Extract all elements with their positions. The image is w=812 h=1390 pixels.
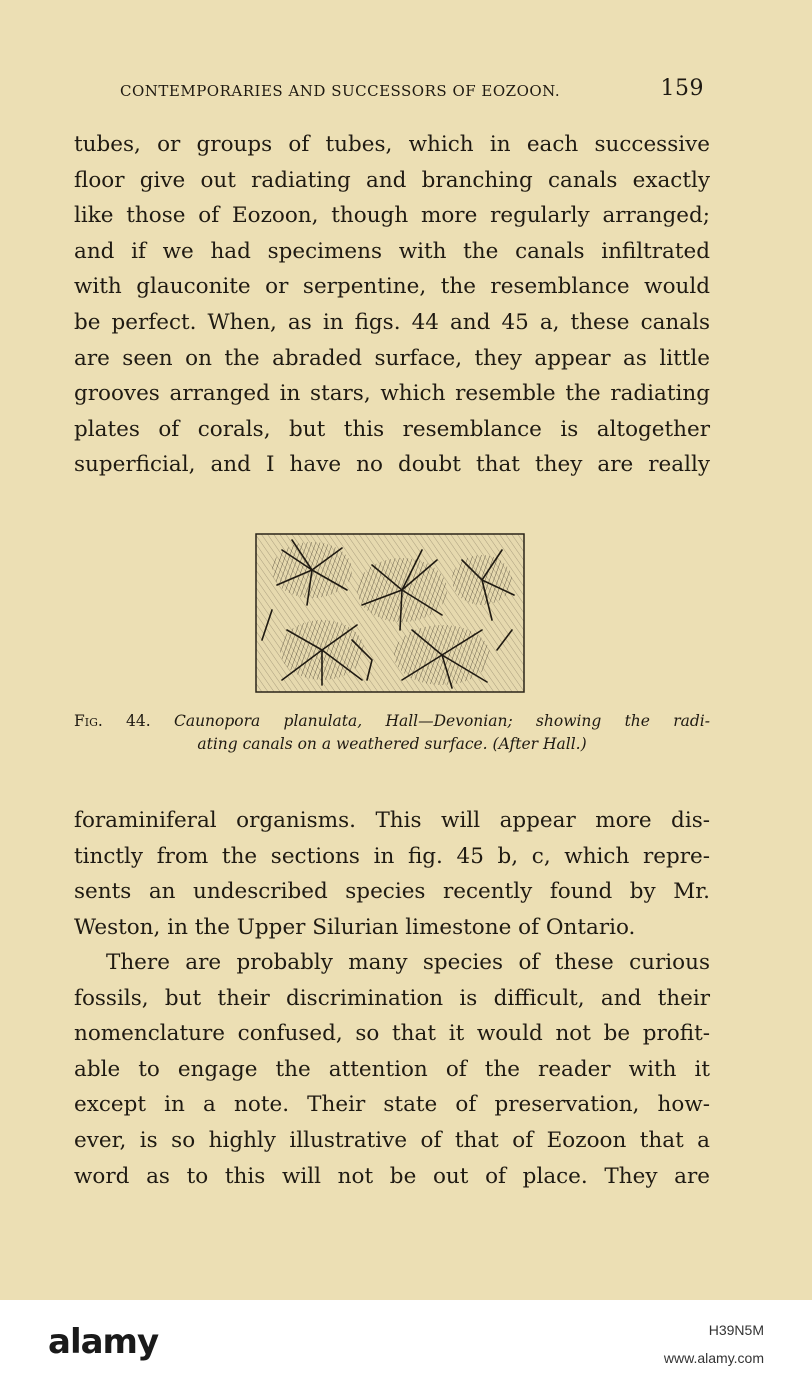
stock-footer — [0, 1300, 812, 1390]
alamy-logo: alamy — [48, 1322, 159, 1362]
site-url: www.alamy.com — [663, 1350, 764, 1366]
caption-main: Caunopora planulata, Hall—Devonian; showing the radi- — [173, 712, 710, 730]
caption-credit: (After Hall.) — [492, 735, 587, 753]
paragraph-1 — [74, 127, 710, 483]
text-line: word as to this will not be out of place. They are — [74, 1163, 710, 1189]
caption-line-1 — [74, 710, 710, 733]
page-number: 159 — [660, 76, 704, 101]
text-line: with glauconite or serpentine, the resemblance would — [74, 274, 710, 300]
text-line: superficial, and I have no doubt that they are really — [74, 452, 710, 478]
text-line: grooves arranged in stars, which resemble the radiating — [74, 381, 710, 407]
fossil-illustration — [252, 530, 528, 696]
text-line: plates of corals, but this resemblance is altogether — [74, 416, 710, 442]
text-line: foraminiferal organisms. This will appear more dis- — [74, 808, 710, 833]
text-line: be perfect. When, as in figs. 44 and 45 a, these canals — [74, 309, 710, 335]
running-title: CONTEMPORARIES AND SUCCESSORS OF EOZOON. — [120, 82, 561, 100]
text-line: except in a note. Their state of preservation, how- — [74, 1092, 710, 1118]
image-id: H39N5M — [708, 1322, 764, 1338]
caption-line-2 — [74, 733, 710, 756]
paragraph-3 — [74, 945, 710, 1194]
text-line: like those of Eozoon, though more regularly arranged; — [74, 203, 710, 229]
text-line: Weston, in the Upper Silurian limestone of Ontario. — [74, 914, 636, 940]
text-line: able to engage the attention of the reader with it — [74, 1056, 710, 1082]
text-line: tubes, or groups of tubes, which in each successive — [74, 132, 710, 157]
text-line: tinctly from the sections in fig. 45 b, c, which repre- — [74, 843, 710, 869]
text-line: sents an undescribed species recently found by Mr. — [74, 879, 710, 905]
text-line: are seen on the abraded surface, they appear as little — [74, 345, 710, 371]
text-line: floor give out radiating and branching canals exactly — [74, 167, 710, 193]
text-line: There are probably many species of these curious — [106, 950, 710, 975]
figure-label: Fig. 44. — [74, 712, 151, 730]
figure-caption — [74, 710, 710, 756]
running-header — [120, 78, 710, 106]
text-line: ever, is so highly illustrative of that of Eozoon that a — [74, 1127, 710, 1153]
text-line: and if we had specimens with the canals infiltrated — [74, 238, 710, 264]
text-line: nomenclature confused, so that it would not be profit- — [74, 1021, 710, 1047]
caption-continuation: ating canals on a weathered surface. — [197, 735, 488, 753]
text-line: fossils, but their discrimination is difficult, and their — [74, 985, 710, 1011]
paragraph-2 — [74, 803, 710, 945]
